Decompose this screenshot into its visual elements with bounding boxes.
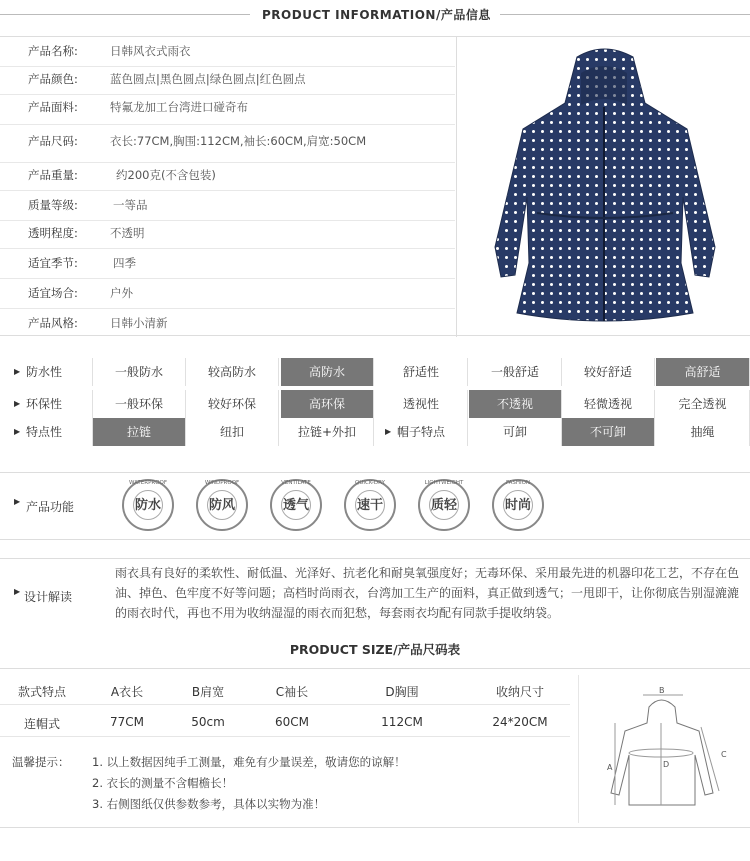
size-cell: 112CM — [381, 715, 423, 729]
info-value: 特氟龙加工台湾进口碰奇布 — [110, 100, 248, 114]
feature-option: 一般舒适 — [469, 358, 562, 386]
feature-label: ▶ 防水性 — [0, 358, 93, 386]
size-table — [0, 668, 750, 828]
feature-label: 透视性 — [375, 390, 468, 418]
size-header: D胸围 — [385, 685, 419, 699]
waterproof-badge-icon: WATERPROOF 防水 — [122, 479, 174, 531]
size-header: A衣长 — [110, 685, 144, 699]
triangle-icon: ▶ — [14, 367, 21, 376]
header-line-right — [500, 14, 750, 15]
feature-option-selected: 高防水 — [281, 358, 374, 386]
feature-option: 较好环保 — [186, 390, 279, 418]
size-header: 收纳尺寸 — [495, 685, 544, 699]
feature-row — [0, 358, 750, 386]
page-header — [0, 0, 750, 30]
triangle-icon: ▶ — [385, 427, 392, 436]
feature-row — [0, 418, 750, 446]
product-photo — [456, 37, 750, 337]
svg-text:B: B — [659, 686, 665, 695]
raincoat-image — [457, 37, 750, 337]
quick-dry-badge-icon: QUICK-DRY 速干 — [344, 479, 396, 531]
size-header: 款式特点 — [17, 685, 66, 699]
note-line: 2. 衣长的测量不含帽檐长！ — [92, 776, 234, 790]
info-row — [0, 99, 455, 125]
feature-option: 一般防水 — [93, 358, 186, 386]
info-value: 不透明 — [110, 226, 145, 240]
function-label: 产品功能 — [26, 500, 75, 514]
info-key: 适宜场合: — [28, 286, 78, 300]
design-text: 雨衣具有良好的柔软性、耐低温、光泽好、抗老化和耐臭氧强度好；无毒环保、采用最先进的机器印花工艺，不存在色油、掉色、色牢度不好等问题；高档时尚雨衣，台湾加工生产的面料，真正做到透气；一甩即干，让你彻底告别湿漉漉的雨衣时代，再也不用为收纳湿湿的雨衣而犯愁，每套雨衣均配有同款手提收纳袋。 — [115, 566, 740, 620]
info-key: 适宜季节: — [28, 256, 78, 270]
size-header: B肩宽 — [191, 685, 225, 699]
feature-option: 完全透视 — [656, 390, 750, 418]
info-row — [0, 255, 455, 279]
info-row — [0, 315, 455, 337]
feature-label: ▶ 特点性 — [0, 418, 93, 446]
feature-option-selected: 高舒适 — [656, 358, 750, 386]
info-key: 产品重量: — [28, 168, 78, 182]
triangle-icon: ▶ — [14, 427, 21, 436]
size-cell: 连帽式 — [23, 717, 60, 731]
info-value: 蓝色圆点|黑色圆点|绿色圆点|红色圆点 — [110, 72, 306, 86]
size-cell: 50cm — [191, 715, 225, 729]
info-value: 一等品 — [113, 198, 148, 212]
info-value: 衣长:77CM,胸围:112CM,袖长:60CM,肩宽:50CM — [110, 134, 367, 148]
feature-option-selected: 不透视 — [469, 390, 562, 418]
feature-option: 抽绳 — [656, 418, 750, 446]
size-header-row — [0, 675, 570, 705]
feature-option: 拉链+外扣 — [281, 418, 374, 446]
header-title: PRODUCT INFORMATION/产品信息 — [262, 8, 491, 22]
info-row — [0, 197, 455, 221]
size-diagram — [578, 675, 743, 823]
info-key: 产品名称: — [28, 44, 78, 58]
info-value: 约200克(不含包装) — [116, 168, 216, 182]
feature-option: 可卸 — [469, 418, 562, 446]
info-key: 透明程度: — [28, 226, 78, 240]
size-cell: 77CM — [109, 715, 144, 729]
windproof-badge-icon: WINDPROOF 防风 — [196, 479, 248, 531]
size-cell: 60CM — [274, 715, 309, 729]
info-key: 产品面料: — [28, 100, 78, 114]
jacket-outline-icon — [579, 675, 743, 823]
triangle-icon: ▶ — [14, 497, 21, 506]
header-line-left — [0, 14, 250, 15]
triangle-icon: ▶ — [14, 399, 21, 408]
feature-option-selected: 高环保 — [281, 390, 374, 418]
feature-option: 纽扣 — [186, 418, 279, 446]
feature-option: 较高防水 — [186, 358, 279, 386]
info-value: 日韩小清新 — [110, 316, 168, 330]
info-row — [0, 133, 455, 163]
size-title: PRODUCT SIZE/产品尺码表 — [289, 642, 461, 657]
feature-option: 较好舒适 — [562, 358, 655, 386]
feature-option-selected: 不可卸 — [562, 418, 655, 446]
ventilate-badge-icon: VENTILATE 透气 — [270, 479, 322, 531]
info-row — [0, 167, 455, 191]
fashion-badge-icon: FASHION 时尚 — [492, 479, 544, 531]
info-table — [0, 37, 455, 337]
size-cell: 24*20CM — [492, 715, 548, 729]
info-value: 日韩风衣式雨衣 — [110, 44, 191, 58]
feature-label: ▶ 帽子特点 — [375, 418, 468, 446]
info-row — [0, 285, 455, 309]
feature-option: 轻微透视 — [562, 390, 655, 418]
feature-option-selected: 拉链 — [93, 418, 186, 446]
product-info — [0, 36, 750, 336]
info-row — [0, 225, 455, 249]
design-section — [0, 558, 750, 628]
info-key: 产品风格: — [28, 316, 78, 330]
svg-text:D: D — [663, 760, 670, 769]
note-line: 1. 以上数据因纯手工测量，难免有少量误差，敬请您的谅解！ — [92, 755, 406, 769]
size-header: C袖长 — [275, 685, 309, 699]
feature-option: 一般环保 — [93, 390, 186, 418]
info-row — [0, 71, 455, 95]
svg-text:A: A — [607, 763, 613, 772]
info-key: 产品颜色: — [28, 72, 78, 86]
note-label: 温馨提示： — [12, 755, 70, 769]
info-value: 户外 — [110, 286, 133, 300]
info-key: 产品尺码: — [28, 134, 78, 148]
feature-row — [0, 390, 750, 418]
feature-label: 舒适性 — [375, 358, 468, 386]
design-label: 设计解读 — [24, 590, 73, 604]
feature-label: ▶ 环保性 — [0, 390, 93, 418]
info-key: 质量等级: — [28, 198, 78, 212]
product-function — [0, 472, 750, 540]
triangle-icon: ▶ — [14, 587, 21, 596]
size-value-row — [0, 707, 570, 737]
info-value: 四季 — [113, 256, 136, 270]
info-row — [0, 43, 455, 67]
note-line: 3. 右侧图纸仅供参数参考，具体以实物为准！ — [92, 797, 326, 811]
lightweight-badge-icon: LIGHTWEIGHT 质轻 — [418, 479, 470, 531]
svg-text:C: C — [721, 750, 727, 759]
